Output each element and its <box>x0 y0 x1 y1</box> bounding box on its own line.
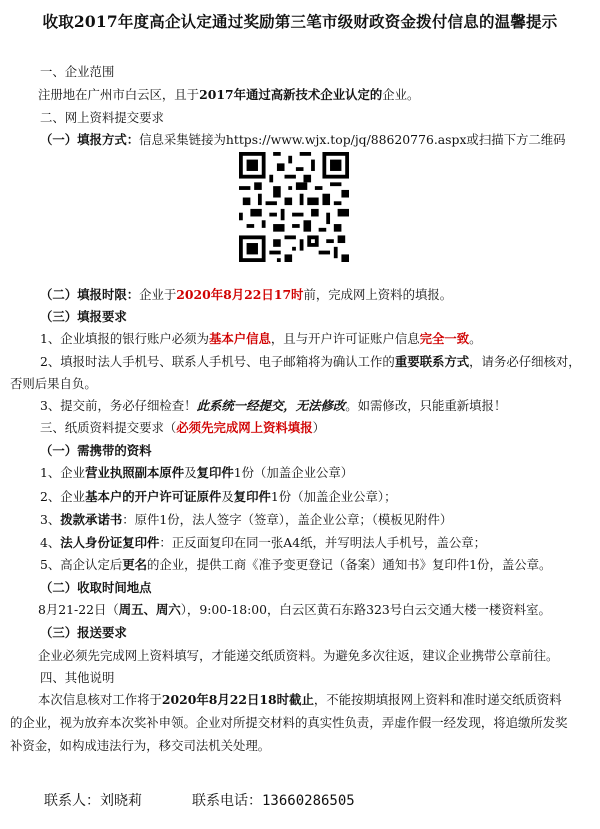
text-bold: 2020年8月22日18时截止 <box>161 692 314 707</box>
fill-method-label: （一）填报方式： <box>40 132 140 147</box>
fill-deadline-label: （二）填报时限： <box>40 287 140 302</box>
time-place-text <box>38 600 551 620</box>
requirement-1 <box>40 329 482 349</box>
highlight: 完全一致 <box>419 331 470 346</box>
text: ：正反面复印在同一张A4纸，并写明法人手机号，盖公章； <box>159 535 487 550</box>
text: 注册地在广州市白云区，且于 <box>38 87 200 102</box>
text-bold: 2017年通过高新技术企业认定的 <box>199 87 383 102</box>
material-3 <box>40 510 452 530</box>
submission-heading <box>40 623 127 643</box>
fill-deadline <box>40 285 452 305</box>
text-bold: 拨款承诺书 <box>60 512 123 527</box>
notes-line-2: 的企业，视为放弃本次奖补申领。企业对所提交材料的真实性负责，弄虚作假一经发现，将追缴所发奖 <box>10 715 568 730</box>
materials-heading <box>40 441 152 461</box>
text: ） <box>312 420 325 435</box>
text: 1份（加盖企业公章）； <box>270 489 397 504</box>
requirement-2-cont: 否则后果自负。 <box>10 376 97 391</box>
requirement-3 <box>40 396 506 416</box>
text: 1、企业 <box>40 465 86 480</box>
contact-person: 联系人：刘晓莉 <box>44 793 142 809</box>
deadline-highlight: 2020年8月22日17时 <box>176 287 304 302</box>
text: 8月21-22日（ <box>38 602 119 617</box>
notes-line-1 <box>38 690 562 710</box>
material-4 <box>40 533 486 553</box>
text: 1份（加盖企业公章） <box>233 465 354 480</box>
text: ，且与开户许可证账户信息 <box>270 331 420 346</box>
text: 企业于 <box>139 287 177 302</box>
text: 及 <box>184 465 197 480</box>
section-1-heading: 一、企业范围 <box>40 64 115 79</box>
text-bold: 营业执照副本原件 <box>85 465 185 480</box>
text: 前，完成网上资料的填报。 <box>303 287 453 302</box>
text-bold: 复印件 <box>196 465 234 480</box>
fill-method <box>40 130 566 150</box>
text: 本次信息核对工作将于 <box>38 692 162 707</box>
text: 4、 <box>40 535 61 550</box>
text: ，请务必仔细核对， <box>469 354 581 369</box>
section-2-heading: 二、网上资料提交要求 <box>40 110 164 125</box>
text-bold: 复印件 <box>233 489 271 504</box>
highlight: 必须先完成网上资料填报 <box>176 420 313 435</box>
section-4-heading: 四、其他说明 <box>40 670 115 685</box>
text-bold: 法人身份证复印件 <box>60 535 160 550</box>
text: 三、纸质资料提交要求（ <box>40 420 177 435</box>
qr-code-icon[interactable] <box>239 152 349 262</box>
time-place-label: （二）收取时间地点 <box>40 580 152 595</box>
text: ：原件1份，法人签字（签章），盖企业公章；（模板见附件） <box>122 512 453 527</box>
text: 5、高企认定后 <box>40 557 123 572</box>
fill-requirements-label: （三）填报要求 <box>40 309 127 324</box>
fill-requirements-heading <box>40 307 127 327</box>
notes-line-3: 补资金，如构成违法行为，移交司法机关处理。 <box>10 738 271 753</box>
submission-label: （三）报送要求 <box>40 625 127 640</box>
text-bold: 重要联系方式 <box>394 354 470 369</box>
text: 。如需修改，只能重新填报！ <box>345 398 507 413</box>
material-5 <box>40 555 551 575</box>
materials-label: （一）需携带的资料 <box>40 443 152 458</box>
page-title: 收取2017年度高企认定通过奖励第三笔市级财政资金拨付信息的温馨提示 <box>42 12 558 31</box>
highlight: 基本户信息 <box>208 331 271 346</box>
text: 及 <box>221 489 234 504</box>
text: 的企业，提供工商《准予变更登记（备案）通知书》复印件1份，盖公章。 <box>147 557 552 572</box>
text: 3、提交前，务必仔细检查！ <box>40 398 197 413</box>
material-2 <box>40 487 397 507</box>
text: ，不能按期填报网上资料和准时递交纸质资料 <box>313 692 562 707</box>
text-bold: 此系统一经提交，无法修改 <box>196 398 346 413</box>
text: 3、 <box>40 512 61 527</box>
text: 1、企业填报的银行账户必须为 <box>40 331 209 346</box>
text: 2、企业 <box>40 489 86 504</box>
section-1-text <box>38 85 419 105</box>
requirement-2 <box>40 352 581 372</box>
text: ），9:00-18:00，白云区黄石东路323号白云交通大楼一楼资料室。 <box>180 602 551 617</box>
section-3-heading <box>40 418 325 438</box>
text-bold: 周五、周六 <box>118 602 181 617</box>
text: 企业。 <box>382 87 420 102</box>
submission-text: 企业必须先完成网上资料填写，才能递交纸质资料。为避免多次往返，建议企业携带公章前往。 <box>38 648 559 663</box>
time-place-heading <box>40 578 152 598</box>
text: 。 <box>469 331 482 346</box>
contact-phone: 联系电话：13660286505 <box>192 793 355 809</box>
text-bold: 基本户的开户许可证原件 <box>85 489 222 504</box>
material-1 <box>40 463 353 483</box>
text-bold: 更名 <box>122 557 148 572</box>
text: 2、填报时法人手机号、联系人手机号、电子邮箱将为确认工作的 <box>40 354 395 369</box>
fill-method-link[interactable]: 信息采集链接为https://www.wjx.top/jq/88620776.aspx或扫描下方二维码 <box>139 132 566 147</box>
